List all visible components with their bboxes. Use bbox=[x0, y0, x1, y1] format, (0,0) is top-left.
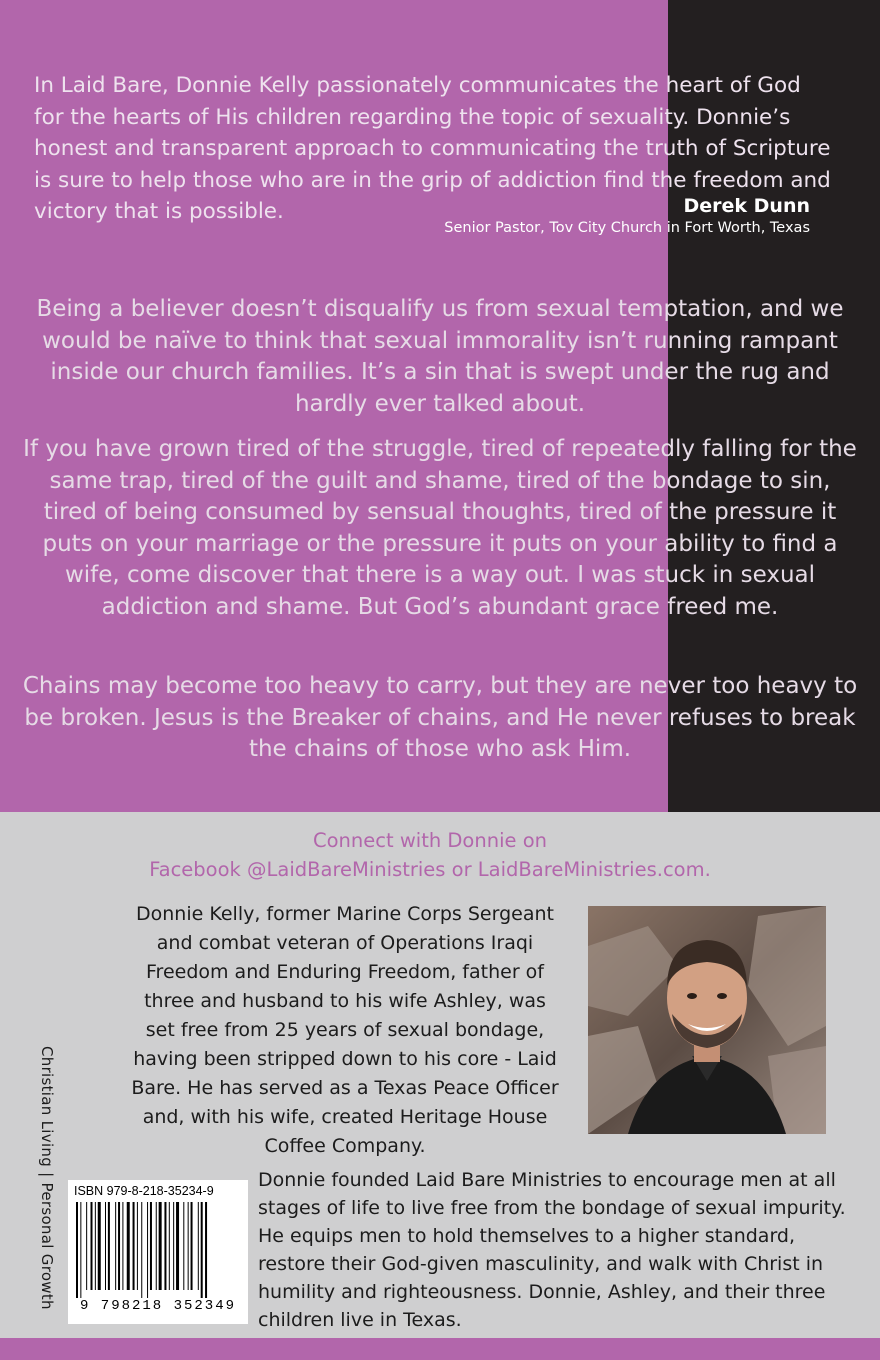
endorser-name: Derek Dunn bbox=[683, 195, 810, 217]
barcode-bar bbox=[147, 1202, 148, 1298]
barcode-bar bbox=[205, 1202, 207, 1298]
barcode-bar bbox=[191, 1202, 193, 1290]
barcode-bar bbox=[176, 1202, 179, 1290]
barcode-bar bbox=[86, 1202, 87, 1290]
bottom-purple-strip bbox=[0, 1338, 880, 1360]
barcode-bar bbox=[169, 1202, 170, 1290]
barcode-bar bbox=[141, 1202, 142, 1298]
isbn-label: ISBN 979-8-218-35234-9 bbox=[74, 1184, 214, 1198]
barcode-bar bbox=[122, 1202, 123, 1290]
barcode-bar bbox=[76, 1202, 78, 1298]
barcode-bar bbox=[127, 1202, 130, 1290]
barcode-bar bbox=[159, 1202, 162, 1290]
barcode-bar bbox=[91, 1202, 93, 1290]
barcode-bar bbox=[173, 1202, 174, 1290]
connect-info bbox=[100, 826, 760, 884]
barcode-bar bbox=[133, 1202, 135, 1290]
barcode-bar bbox=[183, 1202, 184, 1290]
blurb-paragraph-2: If you have grown tired of the struggle, tired of repeatedly falling for the same trap, tired of the guilt and shame, tired of the bondage to sin, tired of being consumed by sensual thoughts, tired of the pressure it puts on your marriage or the pressure it puts on your ability to find a wife, come discover that there is a way out. I was stuck in sexual addiction and shame. But God’s abundant grace freed me. bbox=[23, 436, 857, 620]
author-photo bbox=[588, 906, 826, 1134]
barcode-bar bbox=[150, 1202, 152, 1290]
barcode-bar bbox=[105, 1202, 106, 1290]
barcode-bar bbox=[98, 1202, 101, 1290]
author-portrait-illustration bbox=[588, 906, 826, 1134]
author-bio-paragraph-2: Donnie founded Laid Bare Ministries to encourage men at all stages of life to live free from the bondage of sexual impurity. He equips men to hold themselves to a higher standard, restore their God-given masculinity, and walk with Christ in humility and righteousness. Donnie, Ashley, and their three children live in Texas. bbox=[258, 1169, 846, 1331]
barcode-bar bbox=[95, 1202, 96, 1290]
barcode-bars-icon bbox=[74, 1202, 242, 1298]
endorser-title: Senior Pastor, Tov City Church in Fort Worth, Texas bbox=[444, 220, 810, 236]
barcode-bar bbox=[164, 1202, 166, 1290]
barcode-bar bbox=[118, 1202, 120, 1290]
blurb-paragraph-1: Being a believer doesn’t disqualify us from sexual temptation, and we would be naïve to think that sexual immorality isn’t running rampant inside our church families. It’s a sin that is swept under the rug and hardly ever talked about. bbox=[36, 296, 844, 417]
category-label: Christian Living | Personal Growth bbox=[38, 1046, 56, 1310]
endorsement-quote: In Laid Bare, Donnie Kelly passionately communicates the heart of God for the hearts of His children regarding the topic of sexuality. Donnie’s honest and transparent approach to communicating the truth of Scripture is sure to help those who are in the grip of addiction find the freedom and victory that is possible. bbox=[34, 73, 831, 224]
connect-line-2: Facebook @LaidBareMinistries or LaidBareMinistries.com. bbox=[149, 858, 711, 881]
barcode-bar bbox=[201, 1202, 203, 1298]
barcode-bar bbox=[137, 1202, 138, 1290]
author-bio-paragraph-1: Donnie Kelly, former Marine Corps Sergeant and combat veteran of Operations Iraqi Freedom and Enduring Freedom, father of three and husband to his wife Ashley, was set free from 25 years of sexual bondage, having been stripped down to his core - Laid Bare. He has served as a Texas Peace Officer and, with his wife, created Heritage House Coffee Company. bbox=[131, 903, 559, 1157]
barcode-bar bbox=[80, 1202, 81, 1298]
barcode-digits: 9 798218 352349 bbox=[79, 1298, 237, 1314]
blurb-paragraph-3: Chains may become too heavy to carry, but they are never too heavy to be broken. Jesus is the Breaker of chains, and He never refuses to break the chains of those who ask Him. bbox=[22, 673, 858, 762]
connect-line-1: Connect with Donnie on bbox=[313, 829, 547, 852]
barcode-bar bbox=[198, 1202, 199, 1290]
barcode-bar bbox=[108, 1202, 110, 1290]
barcode-bar bbox=[156, 1202, 157, 1290]
isbn-barcode bbox=[68, 1180, 248, 1324]
barcode-bar bbox=[188, 1202, 189, 1290]
barcode-bar bbox=[115, 1202, 116, 1290]
